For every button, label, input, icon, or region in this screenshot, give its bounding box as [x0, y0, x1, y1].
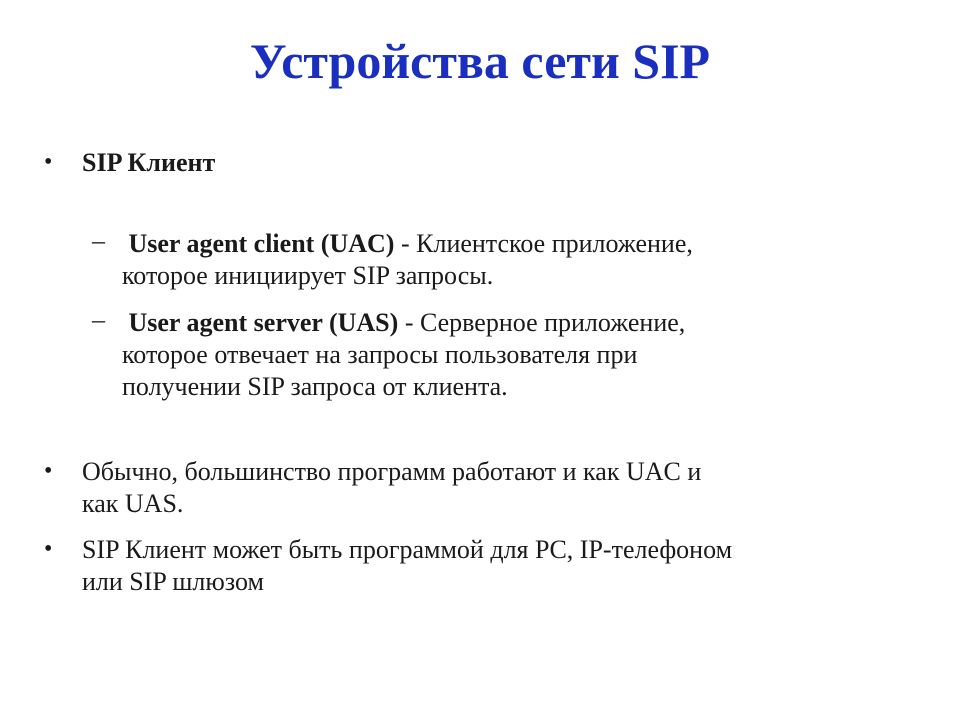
sub-bullet-uas [92, 305, 686, 403]
sub-bullet-line: которое инициирует SIP запросы. [122, 261, 494, 290]
sub-bullet-line [122, 307, 685, 339]
bullet-marker: • [44, 536, 53, 562]
dash-marker: – [92, 305, 105, 334]
term-uas: User agent server (UAS) [128, 308, 399, 337]
bullet-sip-client [44, 147, 216, 179]
bullet-sip-client-types [44, 534, 733, 598]
bullet-uac-uas [44, 456, 702, 520]
bullet-line: SIP Клиент может быть программой для PC, IP-телефоном [82, 535, 733, 564]
sub-bullet-uac [92, 226, 693, 292]
sub-bullet-line [122, 228, 693, 260]
sub-bullet-line: получении SIP запроса от клиента. [122, 372, 508, 401]
sub-bullet-line: которое отвечает на запросы пользователя при [122, 340, 638, 369]
term-uac: User agent client (UAC) [128, 229, 395, 258]
uac-definition: - Клиентское приложение, [394, 229, 693, 258]
bullet-line: или SIP шлюзом [82, 567, 264, 596]
bullet-marker: • [44, 458, 53, 484]
bullet-line: как UAS. [82, 489, 184, 518]
uas-definition: - Серверное приложение, [398, 308, 686, 337]
bullet-text: SIP Клиент [82, 148, 216, 177]
dash-marker: – [92, 226, 105, 255]
bullet-marker: • [44, 149, 53, 175]
slide-title: Устройства сети SIP [249, 33, 711, 89]
bullet-line: Обычно, большинство программ работают и как UAC и [82, 457, 702, 486]
